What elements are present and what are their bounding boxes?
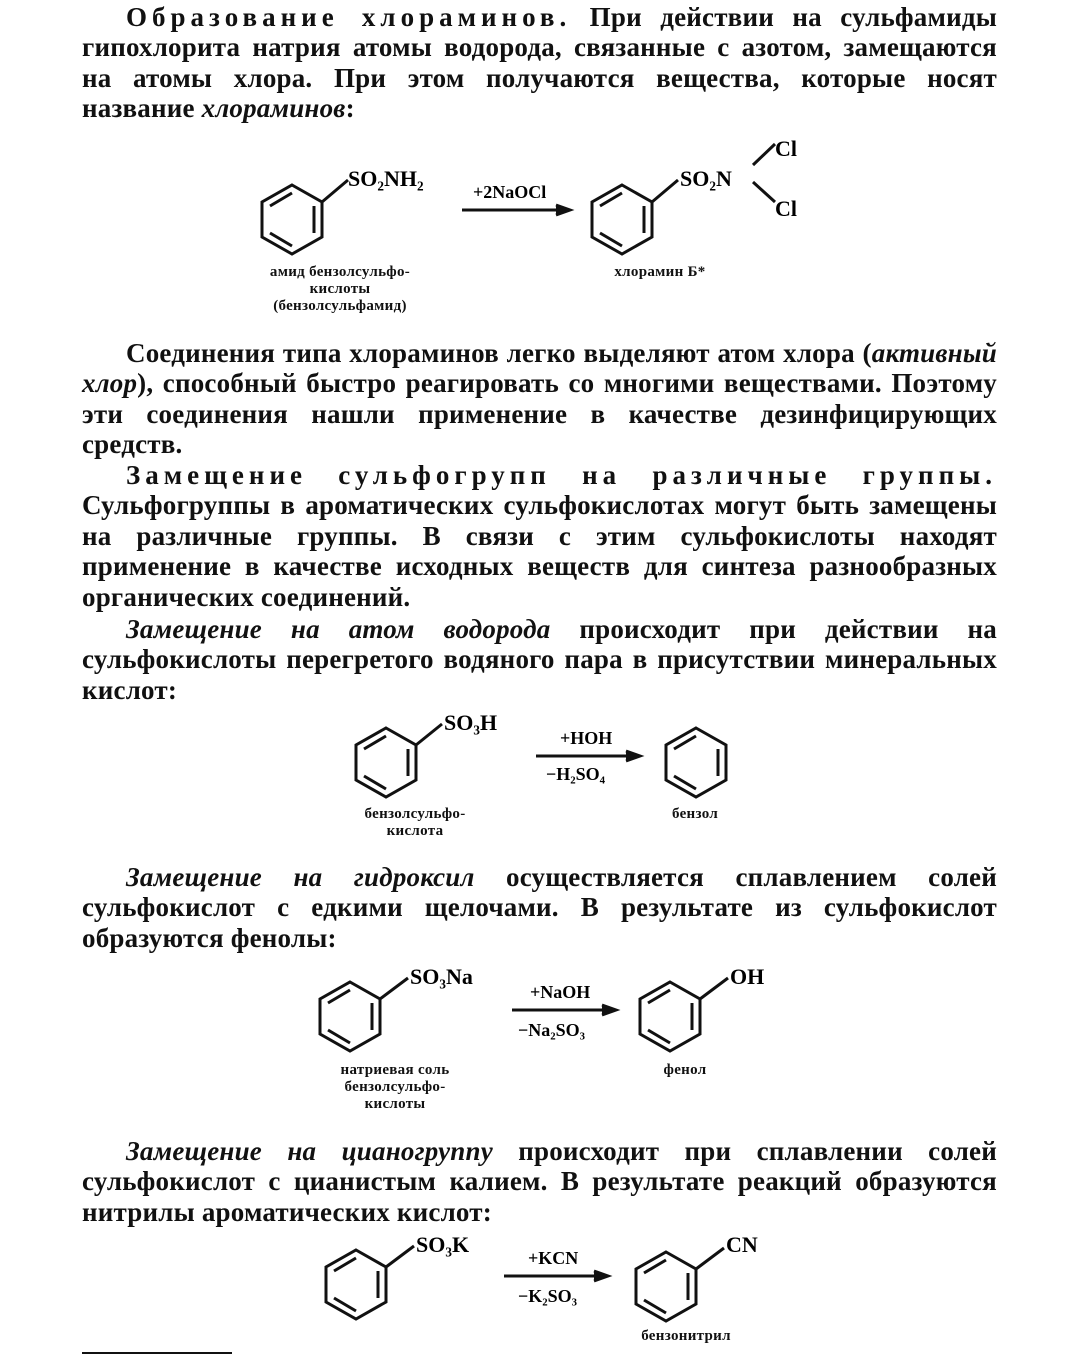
paragraph-text: происходит при сплавлении солей сульфокислот с цианистым калием. В результате реакций образуются нитрилы ароматических кислот: [82, 1136, 997, 1227]
product-label: хлорамин Б* [614, 264, 706, 280]
reaction-chloramine-formation [230, 130, 850, 330]
substituent-bond [700, 978, 728, 999]
product-group: SO₂N [680, 166, 732, 191]
reagent-bottom: −H₂SO₄ [546, 764, 606, 784]
paragraph-text: Соединения типа хлораминов легко выделяют атом хлора ( [126, 338, 872, 368]
reactant-group: SO₂NH₂ [348, 166, 424, 191]
reaction-phenol [300, 958, 800, 1128]
substituent-bond [652, 180, 678, 202]
reagent-top: +KCN [528, 1248, 579, 1268]
paragraph-hydrogen-substitution [82, 614, 997, 705]
term-chloramines: хлораминов [201, 93, 346, 124]
reactant-group: SO₃K [416, 1232, 470, 1257]
reagent-top: +NaOH [530, 982, 591, 1002]
reagent-bottom: −Na₂SO₃ [518, 1020, 586, 1040]
reagent-top: +HOH [560, 728, 613, 748]
paragraph-chloramines [82, 2, 997, 124]
substituent-bond [416, 724, 442, 745]
section-title-substitution: Замещение сульфогрупп на различные группы. [126, 460, 997, 490]
n-cl-bond [753, 144, 775, 165]
term-active-chlorine: активный хлор [82, 338, 997, 399]
label-line: бензолсульфо- [364, 806, 466, 822]
substituent-bond [380, 978, 408, 999]
product-group: CN [726, 1232, 758, 1257]
reagent-label: +2NaOCl [473, 182, 547, 202]
reactant-label [300, 1062, 490, 1113]
label-line: кислоты [364, 1096, 426, 1112]
label-line: кислоты [309, 281, 371, 297]
product-group: OH [730, 964, 765, 989]
paragraph-text: : [345, 93, 355, 124]
section-title-chloramines: Образование хлораминов. [126, 2, 572, 32]
reactant-label [230, 264, 450, 315]
reactant-label [330, 806, 500, 840]
chlorine-top: Cl [775, 136, 797, 161]
arrowhead [594, 1271, 608, 1281]
paragraph-text: Сульфогруппы в ароматических сульфокислотах могут быть замещены на различные группы. В связи с этим сульфокислоты находят применение в качестве исходных веществ для синтеза разнообразных органических соединений. [82, 490, 997, 612]
substituent-bond [696, 1248, 724, 1269]
substituent-bond [386, 1246, 414, 1267]
label-line: бензолсульфо- [344, 1079, 446, 1095]
paragraph-text: ), способный быстро реагировать со многими веществами. Поэтому эти соединения нашли применение в качестве дезинфицирующих средств. [82, 368, 997, 460]
arrowhead [626, 751, 640, 761]
term-hydroxyl-substitution: Замещение на гидроксил [126, 862, 475, 892]
arrowhead [556, 205, 570, 215]
reaction-nitrile [306, 1230, 806, 1350]
product-label: фенол [663, 1062, 707, 1078]
paragraph-active-chlorine [82, 338, 997, 460]
substituent-bond [322, 180, 348, 202]
paragraph-text: При действии на сульфамиды гипохлорита натрия атомы водорода, связанные с азотом, замещаются на атомы хлора. При этом получаются вещества, которые носят название [82, 2, 997, 124]
footnote-rule [82, 1352, 232, 1354]
term-cyano-substitution: Замещение на цианогруппу [126, 1136, 493, 1166]
paragraph-hydroxyl-substitution [82, 862, 997, 953]
reactant-group: SO₃Na [410, 964, 473, 989]
label-line: кислота [386, 823, 444, 839]
paragraph-cyano-substitution [82, 1136, 997, 1227]
paragraph-text: происходит при действии на сульфокислоты перегретого водяного пара в присутствии минеральных кислот: [82, 614, 998, 705]
chlorine-bottom: Cl [775, 196, 797, 221]
label-line: (бензолсульфамид) [273, 298, 407, 314]
reaction-desulfonation [340, 700, 760, 850]
n-cl-bond [753, 182, 775, 202]
paragraph-text: осуществляется сплавлением солей сульфокислот с едкими щелочами. В результате из сульфокислот образуются фенолы: [82, 862, 997, 953]
term-hydrogen-substitution: Замещение на атом водорода [126, 614, 551, 644]
paragraph-sulfo-substitution [82, 460, 997, 612]
label-line: натриевая соль [340, 1062, 450, 1078]
reactant-group: SO₃H [444, 710, 498, 735]
product-label: бензол [671, 806, 719, 822]
reagent-bottom: −K₂SO₃ [518, 1286, 578, 1306]
arrowhead [602, 1005, 616, 1015]
product-label: бензонитрил [641, 1328, 731, 1344]
label-line: амид бензолсульфо- [269, 264, 411, 280]
